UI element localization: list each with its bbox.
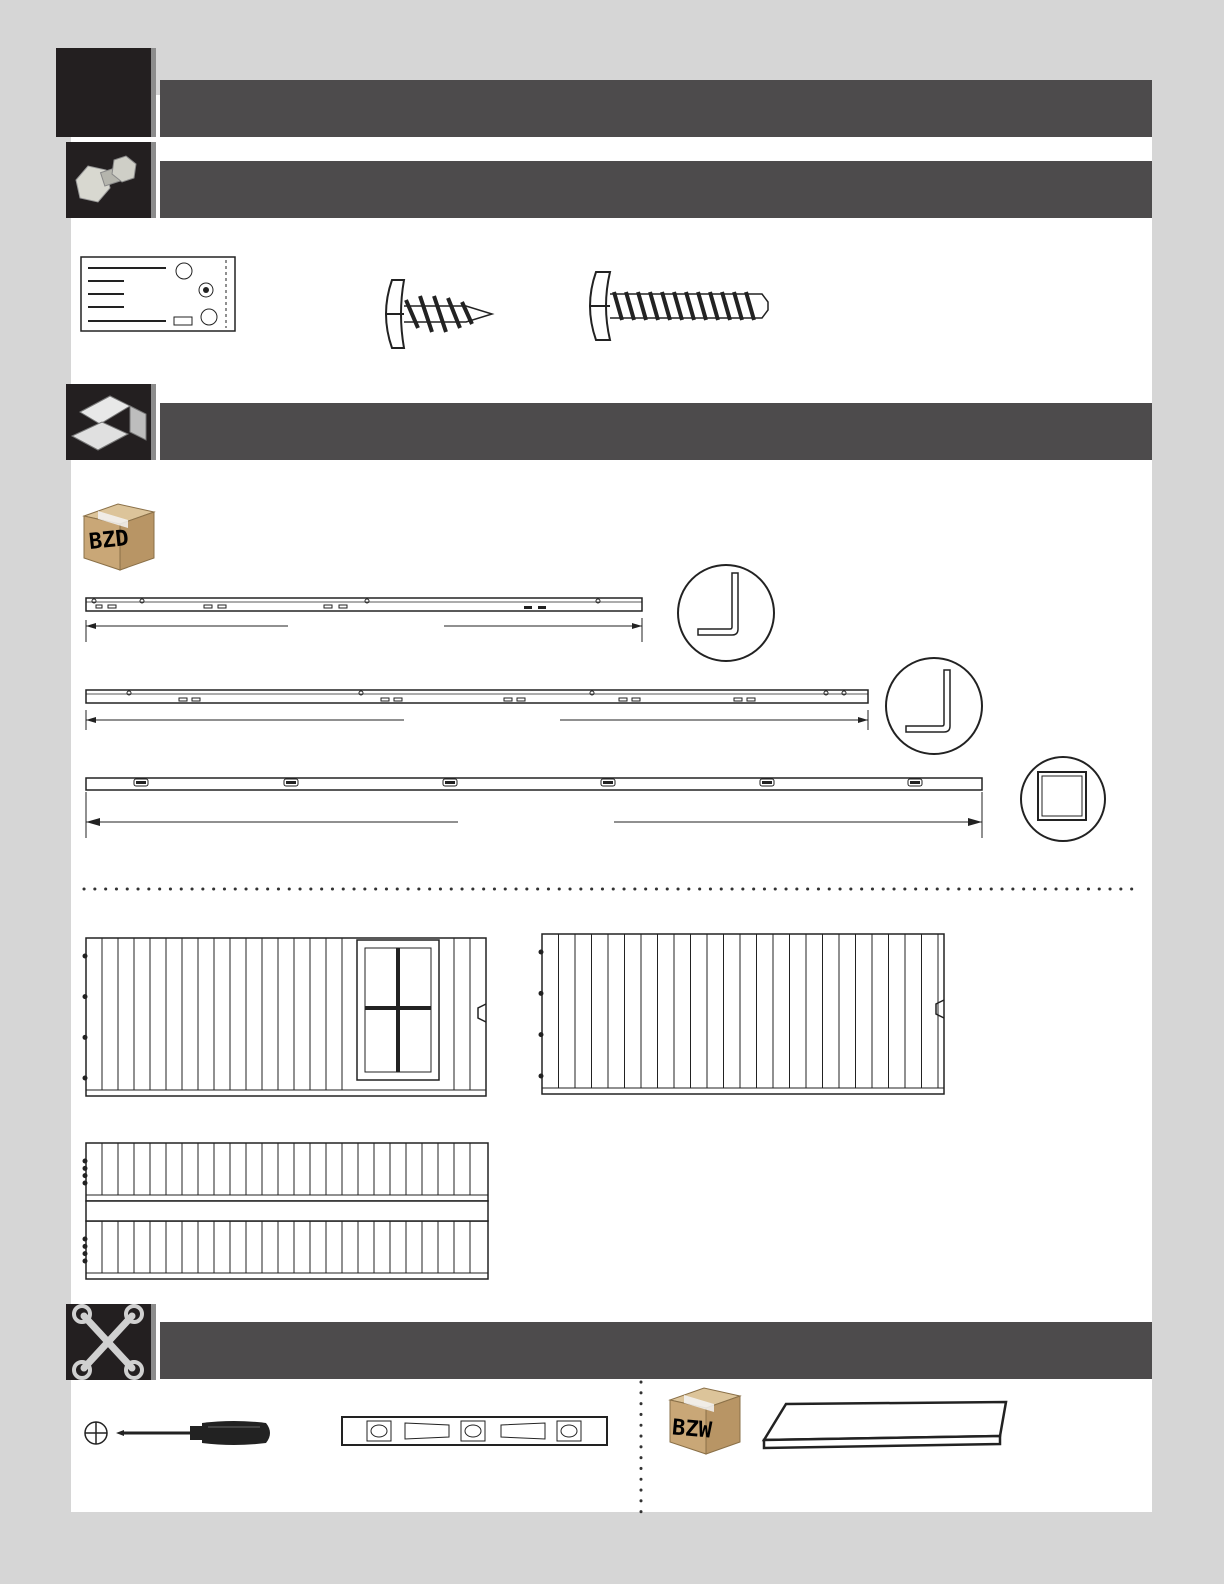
panel-outline (86, 1143, 488, 1201)
phillips-screwdriver-illustration (84, 1415, 276, 1451)
carton-label-bzd: BZD (87, 525, 130, 556)
panel-peg (83, 1237, 88, 1242)
rail-3-drawing (84, 776, 986, 842)
panel-peg (83, 1244, 88, 1249)
step-title (160, 80, 1152, 116)
panel-peg (83, 1035, 88, 1040)
wall-panel-double (82, 1139, 494, 1287)
rail-2-drawing (84, 688, 872, 734)
panel-peg (83, 1173, 88, 1178)
floor-board-illustration (760, 1400, 1010, 1456)
short-screw-illustration (378, 276, 500, 352)
panel-peg (83, 1181, 88, 1186)
step-title-bar (160, 80, 1152, 137)
panel-outline (542, 934, 944, 1094)
rail-3-profile-detail (1018, 754, 1108, 844)
dotted-divider (82, 886, 1144, 892)
panel-peg (539, 1032, 544, 1037)
carton-label-bzw: BZW (670, 1415, 713, 1444)
tools-divider (638, 1380, 644, 1514)
panel-peg (539, 991, 544, 996)
hardware-card-illustration (80, 256, 240, 334)
step-number-box (56, 48, 156, 137)
panel-separator-band (86, 1201, 488, 1221)
panel-peg (539, 950, 544, 955)
parts-title (160, 403, 1152, 439)
panel-peg (83, 994, 88, 999)
long-screw-illustration (582, 268, 772, 348)
rail-2-profile-detail (884, 656, 984, 756)
wall-panel-plain (538, 930, 950, 1102)
panel-peg (539, 1074, 544, 1079)
panel-outline (86, 1221, 488, 1279)
step-label (56, 30, 84, 86)
tools-title-bar (160, 1322, 1152, 1379)
panel-peg (83, 1166, 88, 1171)
hardware-title-bar (160, 161, 1152, 218)
panel-peg (83, 1076, 88, 1081)
wrench-icon (66, 1304, 156, 1380)
panel-peg (83, 954, 88, 959)
tools-title (160, 1322, 1152, 1358)
bolt-nut-icon (66, 142, 156, 218)
parts-title-bar (160, 403, 1152, 460)
spirit-level-illustration (341, 1416, 609, 1446)
panel-peg (83, 1259, 88, 1264)
rail-1-drawing (84, 596, 646, 646)
hardware-title (160, 161, 1152, 197)
panel-peg (83, 1251, 88, 1256)
panel-peg (83, 1159, 88, 1164)
bracket-icon (66, 384, 156, 460)
wall-panel-with-window (82, 934, 492, 1104)
rail-1-profile-detail (676, 563, 776, 663)
